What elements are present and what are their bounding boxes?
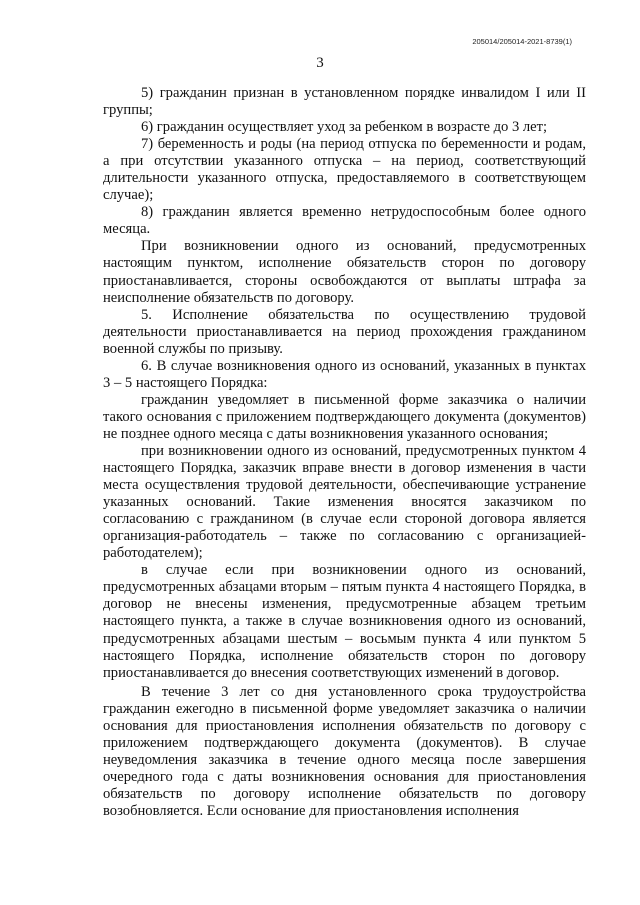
paragraph-item-5: 5) гражданин признан в установленном порядке инвалидом I или II группы; [103, 85, 586, 119]
paragraph-suspension-until-changes: в случае если при возникновении одного из оснований, предусмотренных абзацами вторым – пятым пункта 4 настоящего Порядка, в договор не внесены изменения, предусмотренные абзацем третьим настоящего пункта, а также в случае возникновения одного из оснований, предусмотренных абзацами шестым – восьмым пункта 4 или пунктом 5 настоящего Порядка, исполнение обязательств сторон по договору приостанавливается до внесения соответствующих изменений в договор. [103, 562, 586, 681]
paragraph-item-8: 8) гражданин является временно нетрудоспособным более одного месяца. [103, 204, 586, 238]
paragraph-point-5: 5. Исполнение обязательства по осуществлению трудовой деятельности приостанавливается на период прохождения гражданином военной службы по призыву. [103, 306, 586, 357]
paragraph-suspension-clause: При возникновении одного из оснований, предусмотренных настоящим пунктом, исполнение обязательств сторон по договору приостанавливается, стороны освобождаются от выплаты штрафа за неисполнение обязательств по договору. [103, 238, 586, 306]
paragraph-item-6: 6) гражданин осуществляет уход за ребенком в возрасте до 3 лет; [141, 119, 548, 136]
paragraph-annual-notice: В течение 3 лет со дня установленного срока трудоустройства гражданин ежегодно в письменной форме уведомляет заказчика о наличии основания для приостановления исполнения обязательств по договору с приложением подтверждающего документа (документов). В случае неуведомления заказчика в течение одного месяца после завершения очередного года с даты возникновения основания для приостановления обязательств по договору исполнение обязательств по договору возобновляется. Если основание для приостановления исполнения [103, 683, 586, 819]
body-text [103, 85, 586, 820]
paragraph-point-6: 6. В случае возникновения одного из оснований, указанных в пунктах 3 – 5 настоящего Порядка: [103, 357, 586, 391]
paragraph-contract-changes: при возникновении одного из оснований, предусмотренных пунктом 4 настоящего Порядка, заказчик вправе внести в договор изменения в части места осуществления трудовой деятельности, обеспечивающие устранение указанных оснований. Такие изменения вносятся заказчиком по согласованию с гражданином (в случае если стороной договора является организация-работодатель – также по согласованию с организацией-работодателем); [103, 442, 586, 562]
page-number: 3 [316, 55, 324, 71]
paragraph-notification: гражданин уведомляет в письменной форме заказчика о наличии такого основания с приложением подтверждающего документа (документов) не позднее одного месяца с даты возникновения указанного основания; [103, 391, 586, 442]
document-id: 205014/205014-2021-8739(1) [472, 37, 572, 46]
paragraph-item-7: 7) беременность и роды (на период отпуска по беременности и родам, а при отсутствии указанного отпуска – на период, соответствующий длительности указанного отпуска, предоставляемого в соответствующем случае); [103, 136, 586, 204]
